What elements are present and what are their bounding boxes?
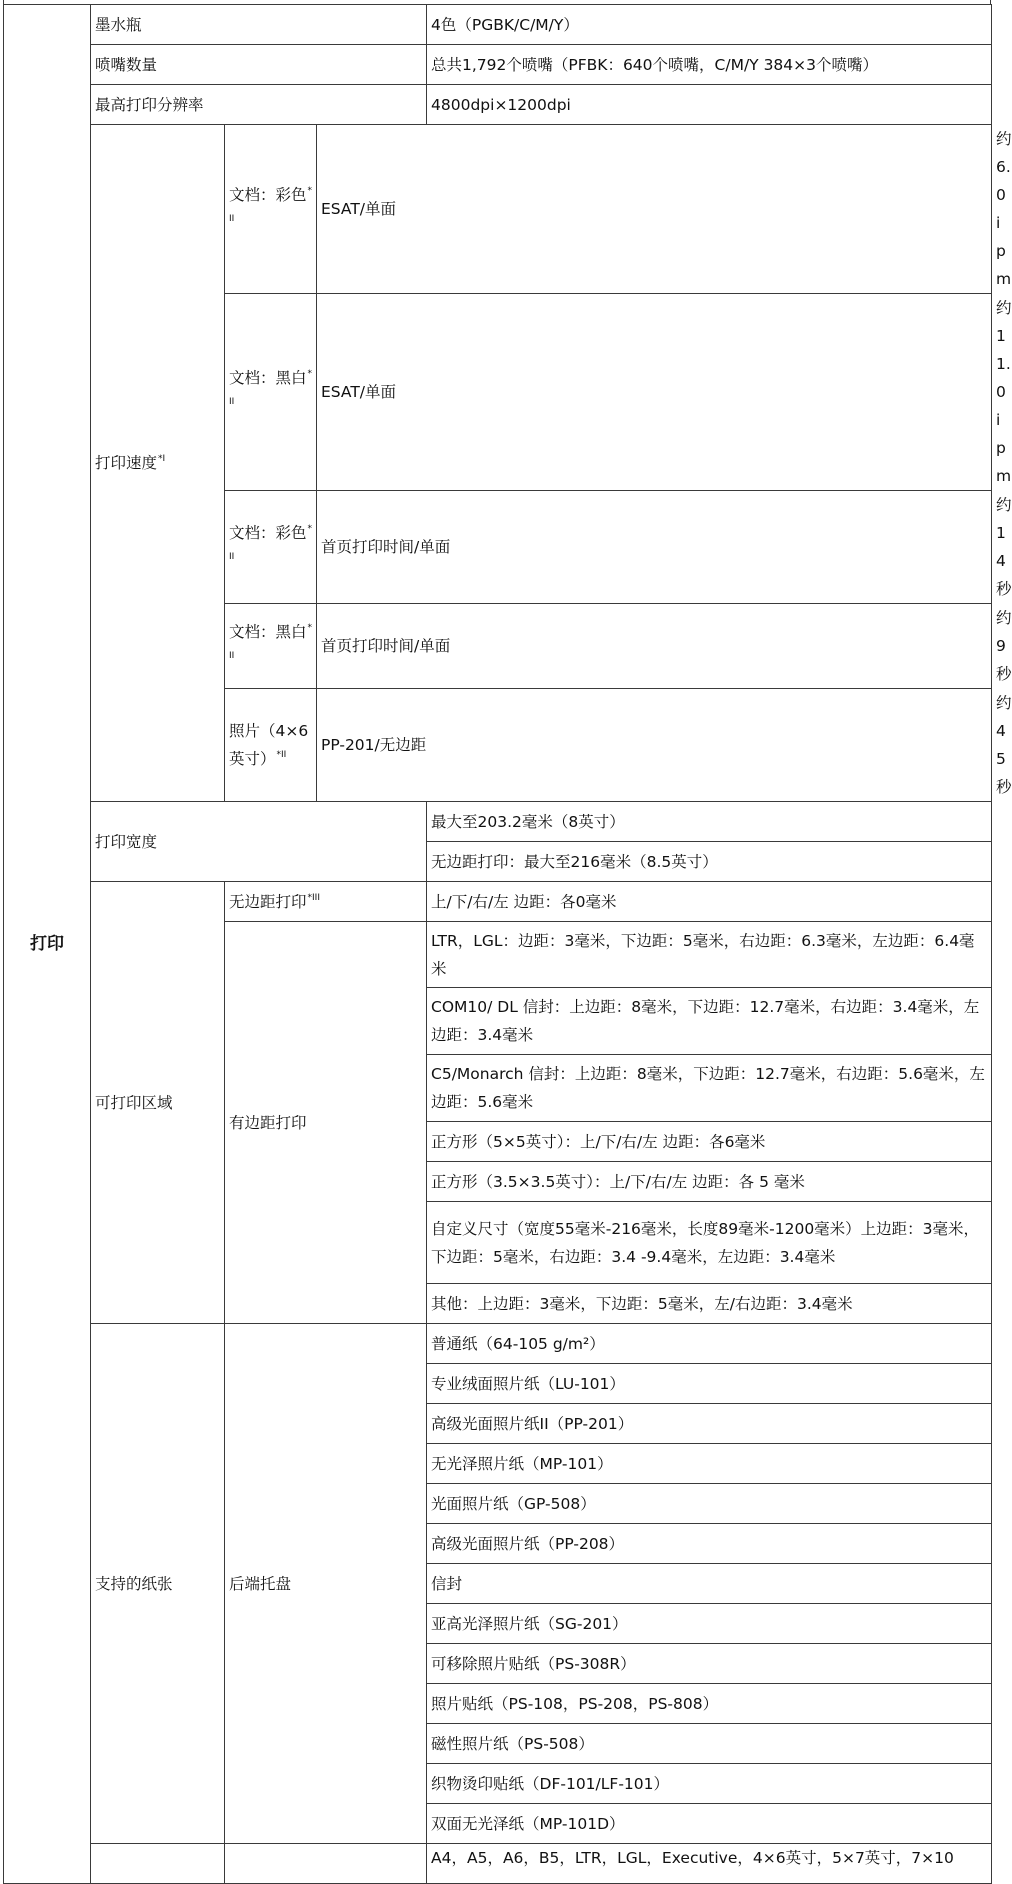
bordered-value: 正方形（3.5×3.5英寸）：上/下/右/左 边距：各 5 毫米 xyxy=(427,1162,992,1202)
table-row xyxy=(4,85,992,125)
footnote-mark: *II xyxy=(229,623,313,661)
ink-value: 4色（PGBK/C/M/Y） xyxy=(427,5,992,45)
bordered-value: 自定义尺寸（宽度55毫米-216毫米，长度89毫米-1200毫米）上边距：3毫米，下边距：5毫米，右边距：3.4 -9.4毫米，左边距：3.4毫米 xyxy=(427,1202,992,1284)
paper-label: 支持的纸张 xyxy=(91,1324,225,1844)
footnote-mark: *III xyxy=(307,892,320,903)
nozzles-value: 总共1,792个喷嘴（PFBK：640个喷嘴，C/M/Y 384×3个喷嘴） xyxy=(427,45,992,85)
paper-value: 照片贴纸（PS-108，PS-208，PS-808） xyxy=(427,1684,992,1724)
paper-value: 信封 xyxy=(427,1564,992,1604)
paper-value: 磁性照片纸（PS-508） xyxy=(427,1724,992,1764)
resolution-label: 最高打印分辨率 xyxy=(91,85,427,125)
bordered-label: 有边距打印 xyxy=(225,922,427,1324)
paper-value: 织物烫印贴纸（DF-101/LF-101） xyxy=(427,1764,992,1804)
table-row xyxy=(4,1844,992,1884)
borderless-label: 无边距打印$^{*III}$ xyxy=(225,882,427,922)
paper-value: 双面无光泽纸（MP-101D） xyxy=(427,1804,992,1844)
footnote-mark: *I xyxy=(158,454,166,464)
paper-size-tray-empty xyxy=(225,1844,427,1884)
footnote-mark: *II xyxy=(229,186,313,224)
paper-tray: 后端托盘 xyxy=(225,1324,427,1844)
speed-mode: PP-201/无边距 xyxy=(317,689,992,802)
speed-mode: 首页打印时间/单面 xyxy=(317,491,992,604)
speed-label: 打印速度$^{*I}$ xyxy=(91,125,225,802)
area-label: 可打印区域 xyxy=(91,882,225,1324)
table-row xyxy=(4,802,992,842)
paper-value: 亚高光泽照片纸（SG-201） xyxy=(427,1604,992,1644)
table-row: 打印速度$^{*I}$ 文档：彩色$^{*II}$ ESAT/单面 约6.0ipm xyxy=(4,125,992,294)
paper-value: 光面照片纸（GP-508） xyxy=(427,1484,992,1524)
paper-value: 专业绒面照片纸（LU-101） xyxy=(427,1364,992,1404)
speed-mode: ESAT/单面 xyxy=(317,294,992,491)
table-row: 文档：彩色$^{*II}$ 首页打印时间/单面 约14秒 xyxy=(4,491,992,604)
paper-value: 普通纸（64-105 g/m²） xyxy=(427,1324,992,1364)
paper-value: 可移除照片贴纸（PS-308R） xyxy=(427,1644,992,1684)
ink-label: 墨水瓶 xyxy=(91,5,427,45)
nozzles-label: 喷嘴数量 xyxy=(91,45,427,85)
spec-table xyxy=(3,4,1012,1884)
table-row: 文档：黑白$^{*II}$ 首页打印时间/单面 约9秒 xyxy=(4,604,992,689)
width-label: 打印宽度 xyxy=(91,802,427,882)
table-row: 照片（4×6英寸）$^{*II}$ PP-201/无边距 约45秒 xyxy=(4,689,992,802)
paper-sizes-value: A4，A5，A6，B5，LTR，LGL，Executive，4×6英寸，5×7英寸，7×10 xyxy=(427,1844,992,1884)
bordered-value: 其他：上边距：3毫米，下边距：5毫米，左/右边距：3.4毫米 xyxy=(427,1284,992,1324)
paper-value: 高级光面照片纸（PP-208） xyxy=(427,1524,992,1564)
width-value: 最大至203.2毫米（8英寸） xyxy=(427,802,992,842)
speed-mode: ESAT/单面 xyxy=(317,125,992,294)
speed-type: 照片（4×6英寸）$^{*II}$ xyxy=(225,689,317,802)
speed-type: 文档：黑白$^{*II}$ xyxy=(225,604,317,689)
speed-type: 文档：彩色$^{*II}$ xyxy=(225,491,317,604)
paper-value: 高级光面照片纸II（PP-201） xyxy=(427,1404,992,1444)
paper-value: 无光泽照片纸（MP-101） xyxy=(427,1444,992,1484)
bordered-value: C5/Monarch 信封：上边距：8毫米，下边距：12.7毫米，右边距：5.6毫米，左边距：5.6毫米 xyxy=(427,1055,992,1122)
bordered-value: LTR，LGL：边距：3毫米，下边距：5毫米，右边距：6.3毫米，左边距：6.4毫米 xyxy=(427,922,992,988)
category-cell: 打印 xyxy=(4,5,91,1884)
borderless-value: 上/下/右/左 边距：各0毫米 xyxy=(427,882,992,922)
bordered-value: COM10/ DL 信封：上边距：8毫米，下边距：12.7毫米，右边距：3.4毫米，左边距：3.4毫米 xyxy=(427,988,992,1055)
table-row xyxy=(4,882,992,922)
table-row: 文档：黑白$^{*II}$ ESAT/单面 约11.0ipm xyxy=(4,294,992,491)
bordered-value: 正方形（5×5英寸）：上/下/右/左 边距：各6毫米 xyxy=(427,1122,992,1162)
footnote-mark: *II xyxy=(276,750,287,760)
speed-type: 文档：彩色$^{*II}$ xyxy=(225,125,317,294)
table-row xyxy=(4,5,992,45)
resolution-value: 4800dpi×1200dpi xyxy=(427,85,992,125)
footnote-mark: *II xyxy=(229,524,313,562)
footnote-mark: *II xyxy=(229,369,313,407)
speed-type: 文档：黑白$^{*II}$ xyxy=(225,294,317,491)
speed-mode: 首页打印时间/单面 xyxy=(317,604,992,689)
table-row xyxy=(4,1324,992,1364)
paper-size-label-empty xyxy=(91,1844,225,1884)
table-row xyxy=(4,45,992,85)
width-value: 无边距打印：最大至216毫米（8.5英寸） xyxy=(427,842,992,882)
